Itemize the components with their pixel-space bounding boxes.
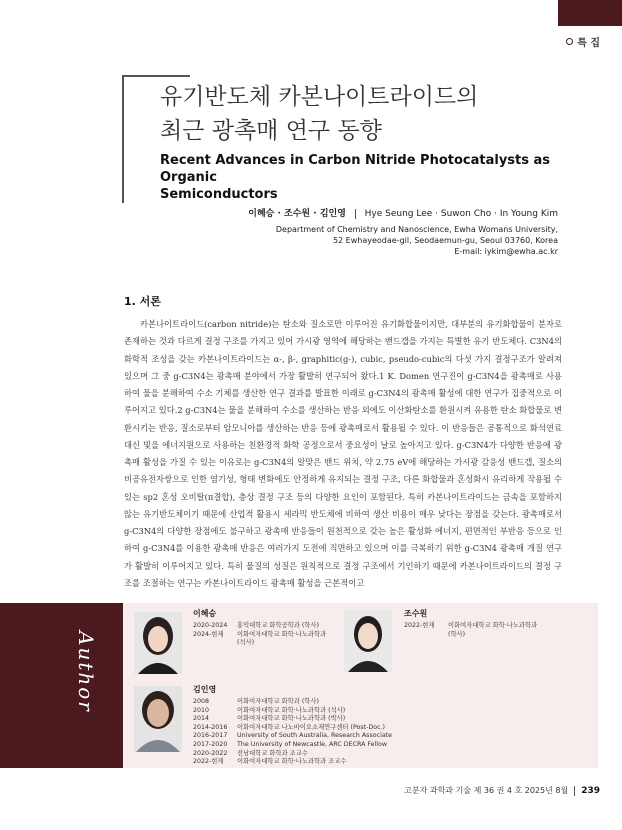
career-row [404,622,537,631]
career-year: 2020-2024 [193,622,228,629]
career-year [193,639,237,648]
article-title-korean [160,80,580,148]
career-row [193,724,392,733]
career-desc: 이화여자대학교 화학과 (학사) [237,698,319,705]
section-tag-label: 특 집 [577,38,600,49]
article-title-english [160,152,560,203]
affiliation-line: Department of Chemistry and Nanoscience, Ewha Womans University, [275,225,558,234]
career-year: 2022-현재 [193,758,224,766]
page-footer [404,785,600,796]
career-desc: 전남대학교 화학과 조교수 [237,749,308,757]
author-byline [248,206,558,219]
career-row [404,631,537,640]
affiliation [228,224,558,257]
byline-divider [355,209,356,219]
author-career [193,698,392,767]
career-year: 2017-2020 [193,740,228,748]
title-en-line1: Recent Advances in Carbon Nitride Photocatalysts as Organic [160,153,551,185]
career-desc: The University of Newcastle, ARC DECRA Fellow [237,740,388,748]
author-name: 이혜승 [193,609,217,618]
author-sidebar [0,603,123,768]
page-number: 239 [581,785,600,796]
career-year: 2010 [193,706,210,714]
affiliation-line: 52 Ewhayeodae-gil, Seodaemun-gu, Seoul 03760, Korea [332,236,558,245]
footer-divider [574,786,575,796]
title-bracket-vertical [122,75,124,203]
author-photo [134,612,182,674]
author-side-label: Author [74,631,98,713]
title-ko-line1: 유기반도체 카본나이트라이드의 [160,84,479,110]
career-year: 2016-2017 [193,732,228,740]
career-year: 2008 [193,698,210,705]
section-tag [566,34,600,49]
career-year [404,631,448,640]
circle-bullet-icon [566,38,573,45]
author-photo [134,686,182,752]
career-row [193,707,392,716]
career-row [193,698,392,707]
career-desc: 홍익대학교 화학공학과 (학사) [237,622,319,629]
career-row [193,741,392,750]
career-year: 2020-2022 [193,749,228,757]
career-row [193,758,392,767]
career-row [193,622,326,631]
authors-english: Hye Seung Lee · Suwon Cho · In Young Kim [364,209,558,219]
author-name: 조수원 [404,609,428,618]
title-ko-line2: 최근 광촉매 연구 동향 [160,118,382,144]
contact-email: E-mail: iykim@ewha.ac.kr [454,247,558,256]
career-row [193,750,392,759]
career-desc: 이화여자대학교 화학·나노과학과 [448,622,538,629]
career-row [193,715,392,724]
career-year: 2014-2016 [193,723,228,731]
career-desc: (학사) [448,630,466,638]
career-year: 2024-현재 [193,630,224,638]
career-desc: (석사) [237,639,255,647]
career-row [193,732,392,741]
career-desc: 이화여자대학교 화학·나노과학과 (박사) [237,715,346,723]
career-row [193,631,326,640]
body-paragraph: 카본나이트라이드(carbon nitride)는 탄소와 질소로만 이루어진 유기화합물이지만, 대부분의 유기화합물이 분자로 존재하는 것과 다르게 결정 구조를 가지고 있어 가시광 영역에 해당하는 밴드갭을 가지는 특별한 유기 반도체다. C3N4의 화학적 조성을 갖는 카본나이트라이드는 α-, β-, graphitic(g-), cubic, pseudo-cubic의 다섯 가지 결정구조가 알려져 있으며 그 중 g-C3N4는 광촉매 분야에서 가장 활발히 연구되어 왔다.1 K. Domen 연구진이 g-C3N4을 광촉매로 사용하여 물을 분해하여 수소 기체를 생산한 연구 결과를 발표한 이래로 g-C3N4의 광촉매 활성에 대한 연구가 집중적으로 이루어지고 있다.2 g-C3N4는 물을 분해하여 수소를 생산하는 반응 외에도 이산화탄소를 환원시켜 유용한 탄소 화합물로 변환시키는 반응, 질소로부터 암모니아를 생산하는 반응 등에 광촉매로서 활용될 수 있다. 이 반응들은 공통적으로 화석연료 대신 빛을 에너지원으로 사용하는 친환경적 화학 공정으로서 중요성이 날로 높아지고 있다. g-C3N4가 다양한 반응에 광촉매 활성을 가질 수 있는 이유로는 g-C3N4의 알맞은 밴드 위치, 약 2.75 eV에 해당하는 가시광 감응성 밴드갭, 질소의 비공유전자쌍으로 인한 염기성, 형태 변화에도 안정하게 유지되는 결정 구조, 다른 화합물과 혼성화시 유리하게 작용될 수 있는 sp2 혼성 오비탈(π결합), 층상 결정 구조 등의 다양한 요인이 포함된다. 특히 카본나이트라이드는 금속을 포함하지 않는 유기반도체이기 때문에 산업적 활용시 세라믹 반도체에 비하여 생산 비용이 매우 낮다는 장점을 갖는다. 광촉매로서 g-C3N4의 다양한 장점에도 불구하고 광촉매 반응들이 원천적으로 갖는 높은 활성화 에너지, 편면적인 부반응 등으로 인하여 g-C3N4를 이용한 광촉매 반응은 여러가지 도전에 직면하고 있으며 이를 극복하기 위한 g-C3N4 광촉매 개질 연구가 활발히 이루어지고 있다. 특히 물질의 성질은 원칙적으로 결정 구조에서 기인하기 때문에 카본나이트라이드의 결정 구조를 조절하는 연구는 카본나이트라이드 광촉매 활성을 근본적이고 [124,319,562,588]
career-desc: 이화여자대학교 화학·나노과학과 조교수 [237,758,347,766]
title-bracket-horizontal [122,75,190,77]
career-desc: 이화여자대학교 화학·나노과학과 [237,630,327,638]
career-year: 2022-현재 [404,622,435,629]
author-photo [344,610,392,672]
career-desc: University of South Australia, Research Associate [237,732,393,740]
body-text [124,316,562,592]
career-year: 2014 [193,715,210,723]
career-row [193,639,326,648]
title-en-line2: Semiconductors [160,187,278,202]
author-name: 김인영 [193,685,217,694]
corner-color-block [558,0,622,26]
section-heading: 1. 서론 [124,295,161,308]
journal-info: 고분자 과학과 기술 제 36 권 4 호 2025년 8월 [404,786,569,795]
author-career [404,622,537,639]
author-career [193,622,326,648]
authors-korean: 이혜승 · 조수원 · 김인영 [248,209,346,219]
career-desc: 이화여자대학교 나노바이오소재연구센터 (Post-Doc.) [237,723,386,731]
career-desc: 이화여자대학교 화학·나노과학과 (석사) [237,706,346,714]
